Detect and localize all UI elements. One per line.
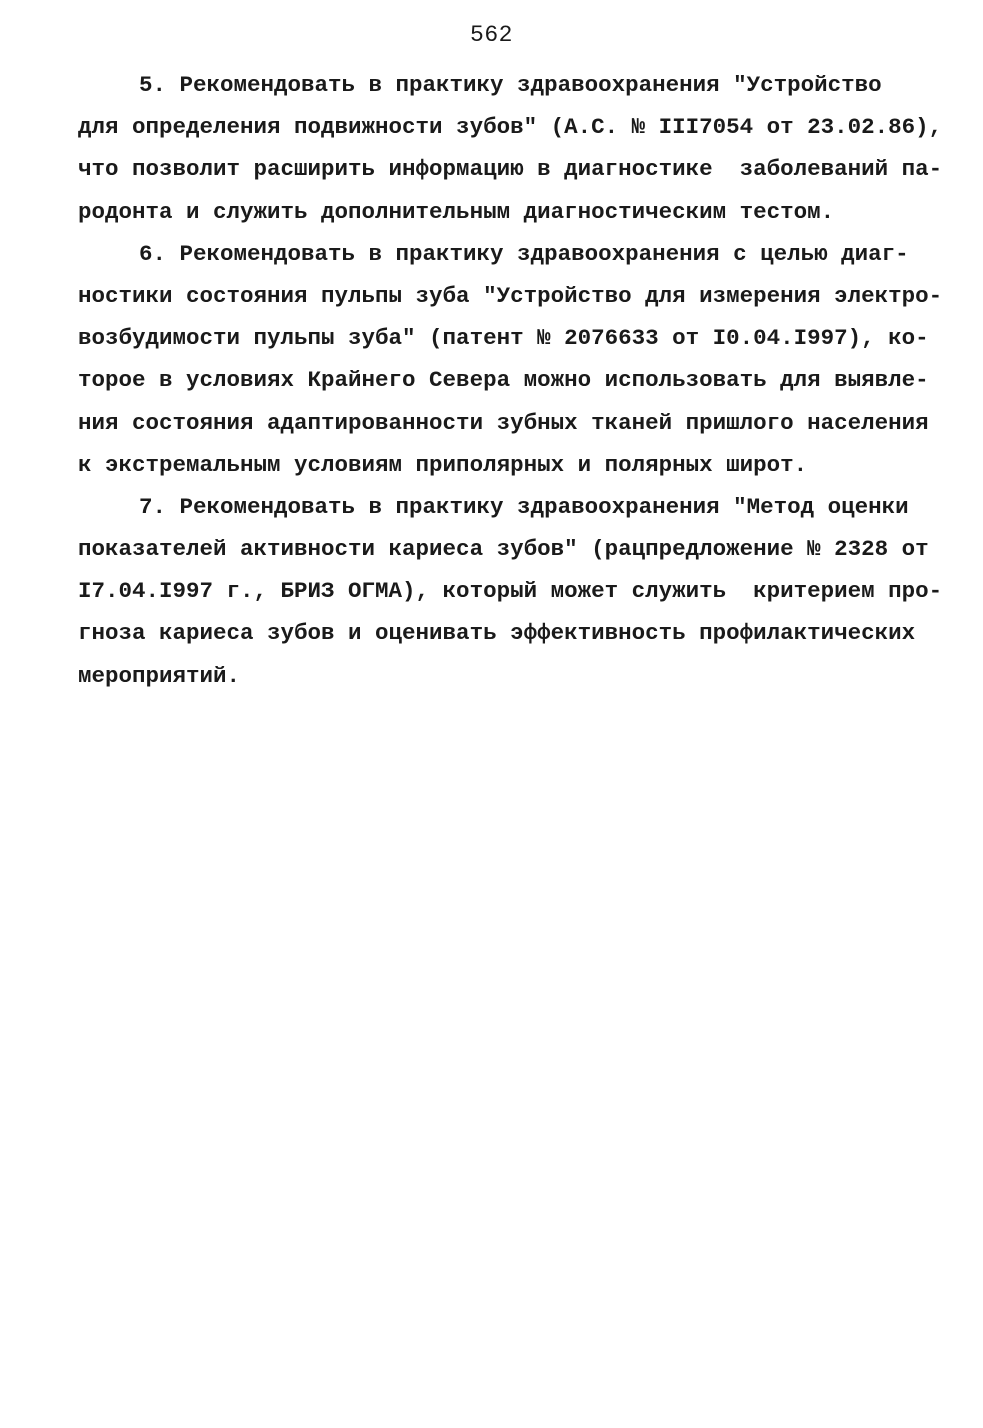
text-line: 6. Рекомендовать в практику здравоохранения с целью диаг- [139,240,909,267]
paragraph-6 [78,233,943,486]
page-number: 562 [470,22,513,48]
text-line: мероприятий. [78,662,241,689]
text-line: торое в условиях Крайнего Севера можно использовать для выявле- [78,367,929,394]
text-line: I7.04.I997 г., БРИЗ ОГМА), который может служить критерием про- [78,578,943,605]
text-line: показателей активности кариеса зубов" (рацпредложение № 2328 от [78,536,929,563]
text-line: гноза кариеса зубов и оценивать эффективность профилактических [78,620,916,647]
text-line: что позволит расширить информацию в диагностике заболеваний па- [78,156,943,183]
text-line: 7. Рекомендовать в практику здравоохранения "Метод оценки [139,493,909,520]
text-line: ностики состояния пульпы зуба "Устройство для измерения электро- [78,282,943,309]
text-line: ния состояния адаптированности зубных тканей пришлого населения [78,409,929,436]
text-line: возбудимости пульпы зуба" (патент № 2076633 от I0.04.I997), ко- [78,325,929,352]
text-line: для определения подвижности зубов" (А.С. № III7054 от 23.02.86), [78,114,943,141]
text-line: родонта и служить дополнительным диагностическим тестом. [78,198,835,225]
paragraph-7 [78,486,943,697]
document-body [78,64,943,697]
text-line: 5. Рекомендовать в практику здравоохранения "Устройство [139,72,882,98]
text-line: к экстремальным условиям приполярных и полярных широт. [78,451,808,478]
paragraph-5 [78,64,943,233]
